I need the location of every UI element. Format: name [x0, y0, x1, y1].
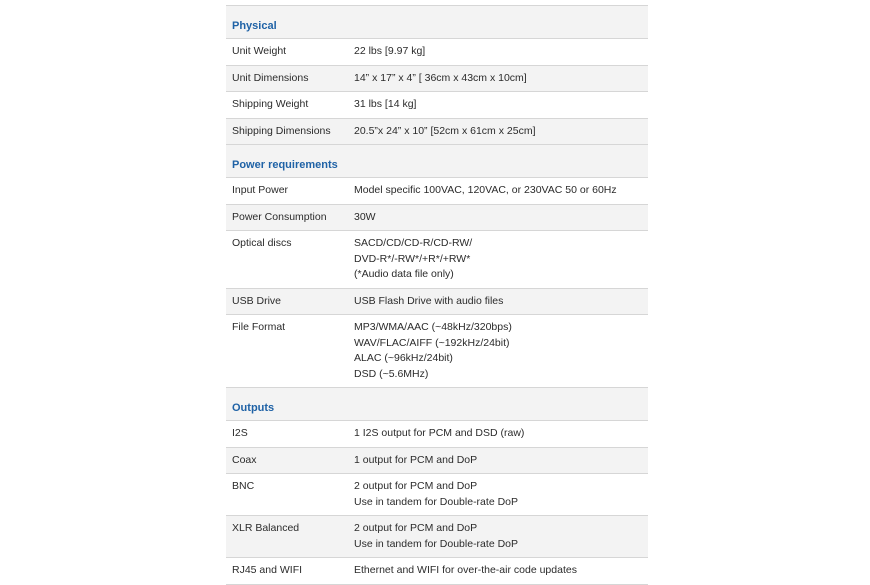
spec-value-line: WAV/FLAC/AIFF (~192kHz/24bit) — [354, 336, 510, 349]
spec-value — [354, 92, 648, 119]
spec-value — [354, 315, 648, 388]
spec-label: Input Power — [232, 184, 289, 196]
section-title: Power requirements — [232, 159, 338, 171]
spec-value-line: Model specific 100VAC, 120VAC, or 230VAC 50 or 60Hz — [354, 184, 617, 196]
spec-table — [226, 5, 648, 585]
spec-row — [226, 288, 648, 315]
spec-row — [226, 516, 648, 558]
spec-value — [354, 558, 648, 585]
spec-row — [226, 315, 648, 388]
spec-value — [354, 178, 648, 205]
spec-label: XLR Balanced — [232, 522, 300, 534]
section-title: Physical — [232, 20, 277, 32]
spec-label: File Format — [232, 321, 286, 333]
spec-row — [226, 421, 648, 448]
spec-value-line: (*Audio data file only) — [354, 268, 454, 280]
spec-value-line: 2 output for PCM and DoP — [354, 522, 478, 534]
section-header — [226, 6, 648, 39]
spec-label: Unit Weight — [232, 45, 287, 57]
spec-value-line: Ethernet and WIFI for over-the-air code updates — [354, 564, 577, 576]
spec-value — [354, 421, 648, 448]
spec-label: I2S — [232, 427, 248, 439]
spec-row — [226, 204, 648, 231]
spec-value-line: MP3/WMA/AAC (~48kHz/320bps) — [354, 321, 512, 333]
section-header — [226, 145, 648, 178]
spec-value-line: 1 output for PCM and DoP — [354, 453, 478, 466]
spec-table-body — [226, 6, 648, 585]
spec-value — [354, 288, 648, 315]
spec-row — [226, 118, 648, 145]
spec-row — [226, 447, 648, 474]
spec-value — [354, 447, 648, 474]
spec-value-line: SACD/CD/CD-R/CD-RW/ — [354, 237, 473, 249]
spec-label: Optical discs — [232, 237, 292, 249]
spec-value-line: DVD-R*/-RW*/+R*/+RW* — [354, 252, 471, 265]
spec-row — [226, 231, 648, 289]
spec-label: Power Consumption — [232, 210, 327, 223]
spec-label: USB Drive — [232, 294, 282, 307]
spec-row — [226, 558, 648, 585]
spec-label: Unit Dimensions — [232, 71, 309, 84]
spec-value-line: 30W — [354, 210, 376, 223]
spec-value — [354, 39, 648, 66]
spec-row — [226, 178, 648, 205]
spec-value-line: DSD (~5.6MHz) — [354, 367, 429, 380]
spec-value-line: 14” x 17” x 4” [ 36cm x 43cm x 10cm] — [354, 71, 527, 84]
spec-value-line: ALAC (~96kHz/24bit) — [354, 352, 453, 364]
spec-value-line: Use in tandem for Double-rate DoP — [354, 537, 518, 550]
spec-value-line: 1 I2S output for PCM and DSD (raw) — [354, 427, 525, 439]
spec-value — [354, 204, 648, 231]
spec-value — [354, 474, 648, 516]
spec-value — [354, 231, 648, 289]
spec-value — [354, 516, 648, 558]
spec-value-line: Use in tandem for Double-rate DoP — [354, 495, 518, 508]
spec-label: Coax — [232, 453, 257, 466]
spec-label: Shipping Dimensions — [232, 124, 331, 137]
spec-row — [226, 92, 648, 119]
spec-value-line: 22 lbs [9.97 kg] — [354, 45, 426, 57]
spec-row — [226, 65, 648, 92]
section-title: Outputs — [232, 402, 275, 414]
spec-value-line: USB Flash Drive with audio files — [354, 294, 504, 307]
spec-label: Shipping Weight — [232, 98, 309, 110]
spec-value — [354, 65, 648, 92]
spec-label: BNC — [232, 480, 255, 492]
spec-value-line: 20.5”x 24” x 10” [52cm x 61cm x 25cm] — [354, 124, 536, 137]
spec-value-line: 2 output for PCM and DoP — [354, 480, 478, 492]
spec-row — [226, 474, 648, 516]
spec-value — [354, 118, 648, 145]
spec-value-line: 31 lbs [14 kg] — [354, 98, 417, 110]
spec-label: RJ45 and WIFI — [232, 564, 303, 576]
spec-row — [226, 39, 648, 66]
section-header — [226, 388, 648, 421]
